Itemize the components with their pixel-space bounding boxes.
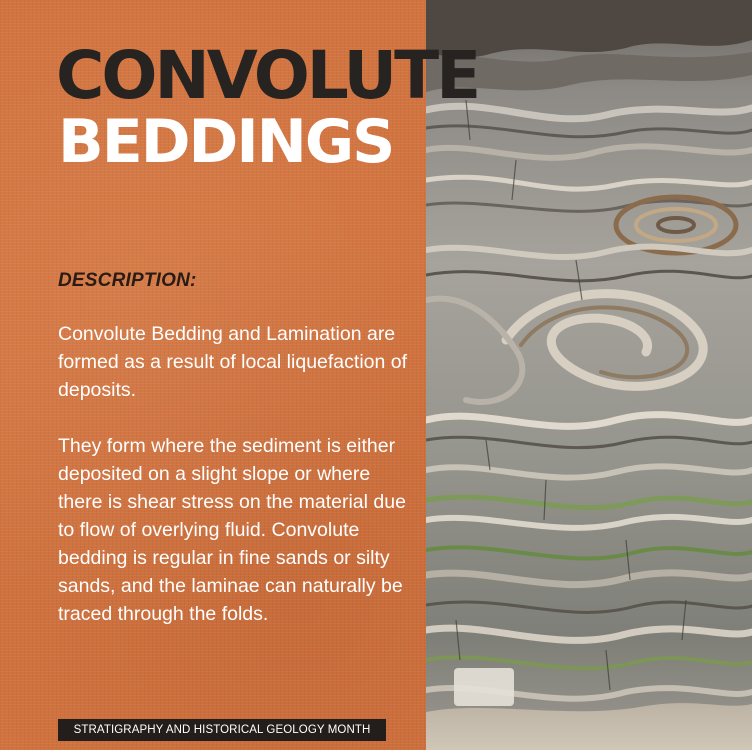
- description-paragraph-2: They form where the sediment is either deposited on a slight slope or where there is shear stress on the material due to flow of overlying fluid. Convolute bedding is regular in fine sands or silty sands, and the laminae can naturally be traced through the folds.: [58, 435, 406, 625]
- description-paragraph-1: Convolute Bedding and Lamination are formed as a result of local liquefaction of deposits.: [58, 323, 408, 401]
- description-heading: DESCRIPTION:: [58, 270, 197, 291]
- footer-label: STRATIGRAPHY AND HISTORICAL GEOLOGY MONTH: [73, 724, 371, 736]
- footer-band: [58, 719, 386, 741]
- title-line-1: CONVOLUTE: [56, 37, 479, 114]
- title-line-2: BEDDINGS: [58, 107, 394, 177]
